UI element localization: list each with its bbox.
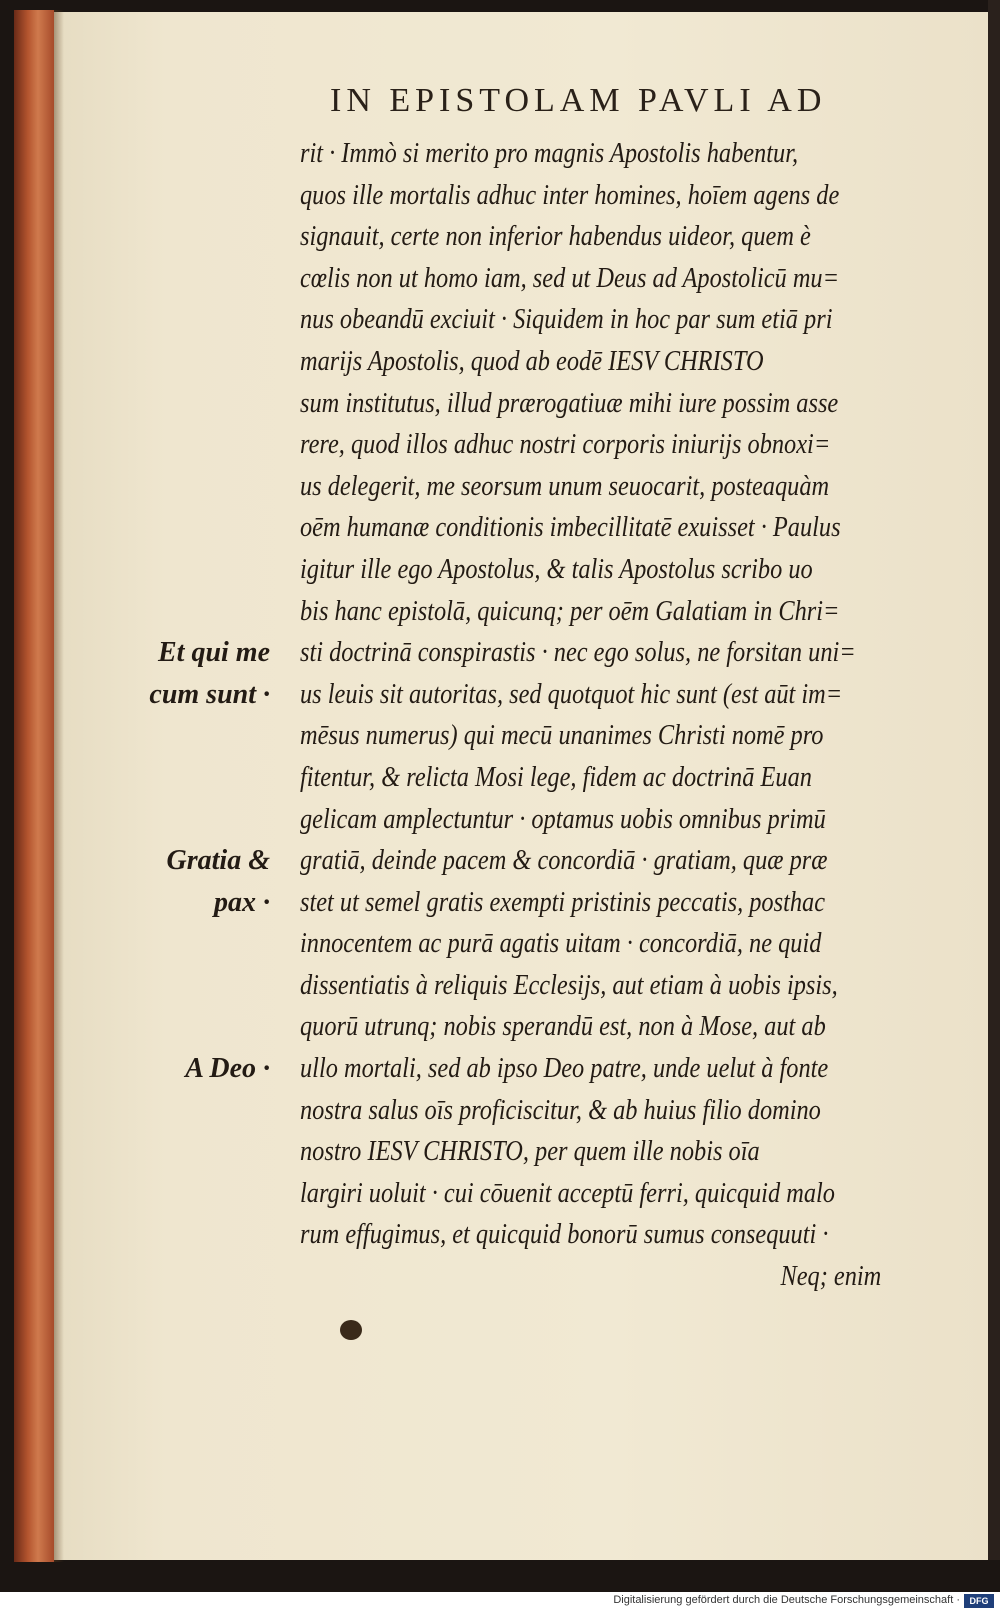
text-line: nus obeandū exciuit · Siquidem in hoc par sum etiā pri (300, 303, 833, 336)
margin-note-line: Et qui me (157, 637, 270, 668)
text-line: mēsus numerus) qui mecū unanimes Christi nomē pro (300, 719, 824, 752)
text-line: quorū utrunq; nobis sperandū est, non à Mose, aut ab (300, 1010, 826, 1043)
scan-border-left (0, 0, 14, 1592)
text-line: largiri uoluit · cui cōuenit acceptū ferri, quicquid malo (300, 1176, 835, 1209)
text-line: bis hanc epistolā, quicunq; per oēm Galatiam in Chri= (300, 594, 840, 627)
margin-note-gratia-pax (130, 840, 270, 923)
scan-border-right (988, 0, 1000, 1592)
text-line: rit · Immò si merito pro magnis Apostolis habentur, (300, 137, 799, 169)
text-line: us delegerit, me seorsum unum seuocarit, posteaquàm (300, 469, 830, 502)
text-line: oēm humanæ conditionis imbecillitatē exuisset · Paulus (300, 511, 841, 544)
ink-spot (340, 1320, 362, 1340)
body-text (300, 133, 950, 1298)
dfg-logo: DFG (964, 1594, 994, 1608)
text-line: nostro IESV CHRISTO, per quem ille nobis oīa (300, 1135, 760, 1168)
text-line: gelicam amplectuntur · optamus uobis omnibus primū (300, 802, 826, 835)
margin-note-line: cum sunt · (149, 678, 270, 710)
running-head: IN EPISTOLAM PAVLI AD (330, 82, 827, 119)
text-line: sti doctrinā conspirastis · nec ego solus, ne forsitan uni= (300, 636, 856, 669)
catchword: Neq; enim (780, 1260, 882, 1293)
scan-border-bottom (0, 1560, 1000, 1592)
book-edge (14, 10, 54, 1562)
text-line: dissentiatis à reliquis Ecclesijs, aut etiam à uobis ipsis, (300, 968, 838, 1001)
text-line: marijs Apostolis, quod ab eodē IESV CHRISTO (300, 344, 764, 377)
text-line: rum effugimus, et quicquid bonorū sumus consequuti · (300, 1218, 829, 1251)
text-line: signauit, certe non inferior habendus uideor, quem è (300, 220, 811, 253)
text-line: us leuis sit autoritas, sed quotquot hic sunt (est aūt im= (300, 677, 843, 710)
text-line: fitentur, & relicta Mosi lege, fidem ac doctrinā Euan (300, 760, 812, 793)
margin-note-et-qui-mecum (130, 632, 270, 715)
text-line: stet ut semel gratis exempti pristinis peccatis, posthac (300, 885, 826, 918)
text-line: rere, quod illos adhuc nostri corporis iniurijs obnoxi= (300, 428, 831, 461)
gutter-shadow (54, 10, 64, 1562)
footer-bar (0, 1592, 1000, 1611)
text-line: sum institutus, illud prærogatiuæ mihi iure possim asse (300, 386, 839, 419)
margin-note-line: pax · (214, 886, 270, 918)
text-line: cœlis non ut homo iam, sed ut Deus ad Apostolicū mu= (300, 261, 840, 294)
text-line: nostra salus oīs proficiscitur, & ab huius filio domino (300, 1093, 821, 1126)
margin-note-line: Gratia & (166, 845, 270, 876)
text-line: gratiā, deinde pacem & concordiā · gratiam, quæ præ (300, 844, 828, 877)
text-line: ullo mortali, sed ab ipso Deo patre, unde uelut à fonte (300, 1052, 829, 1085)
funding-credit: Digitalisierung gefördert durch die Deutsche Forschungsgemeinschaft · (613, 1594, 960, 1606)
text-line: igitur ille ego Apostolus, & talis Apostolus scribo uo (300, 552, 813, 585)
text-line: innocentem ac purā agatis uitam · concordiā, ne quid (300, 927, 822, 960)
text-line: quos ille mortalis adhuc inter homines, hoīem agens de (300, 178, 840, 211)
margin-note-line: A Deo · (185, 1053, 270, 1084)
margin-note-a-deo (130, 1048, 270, 1090)
